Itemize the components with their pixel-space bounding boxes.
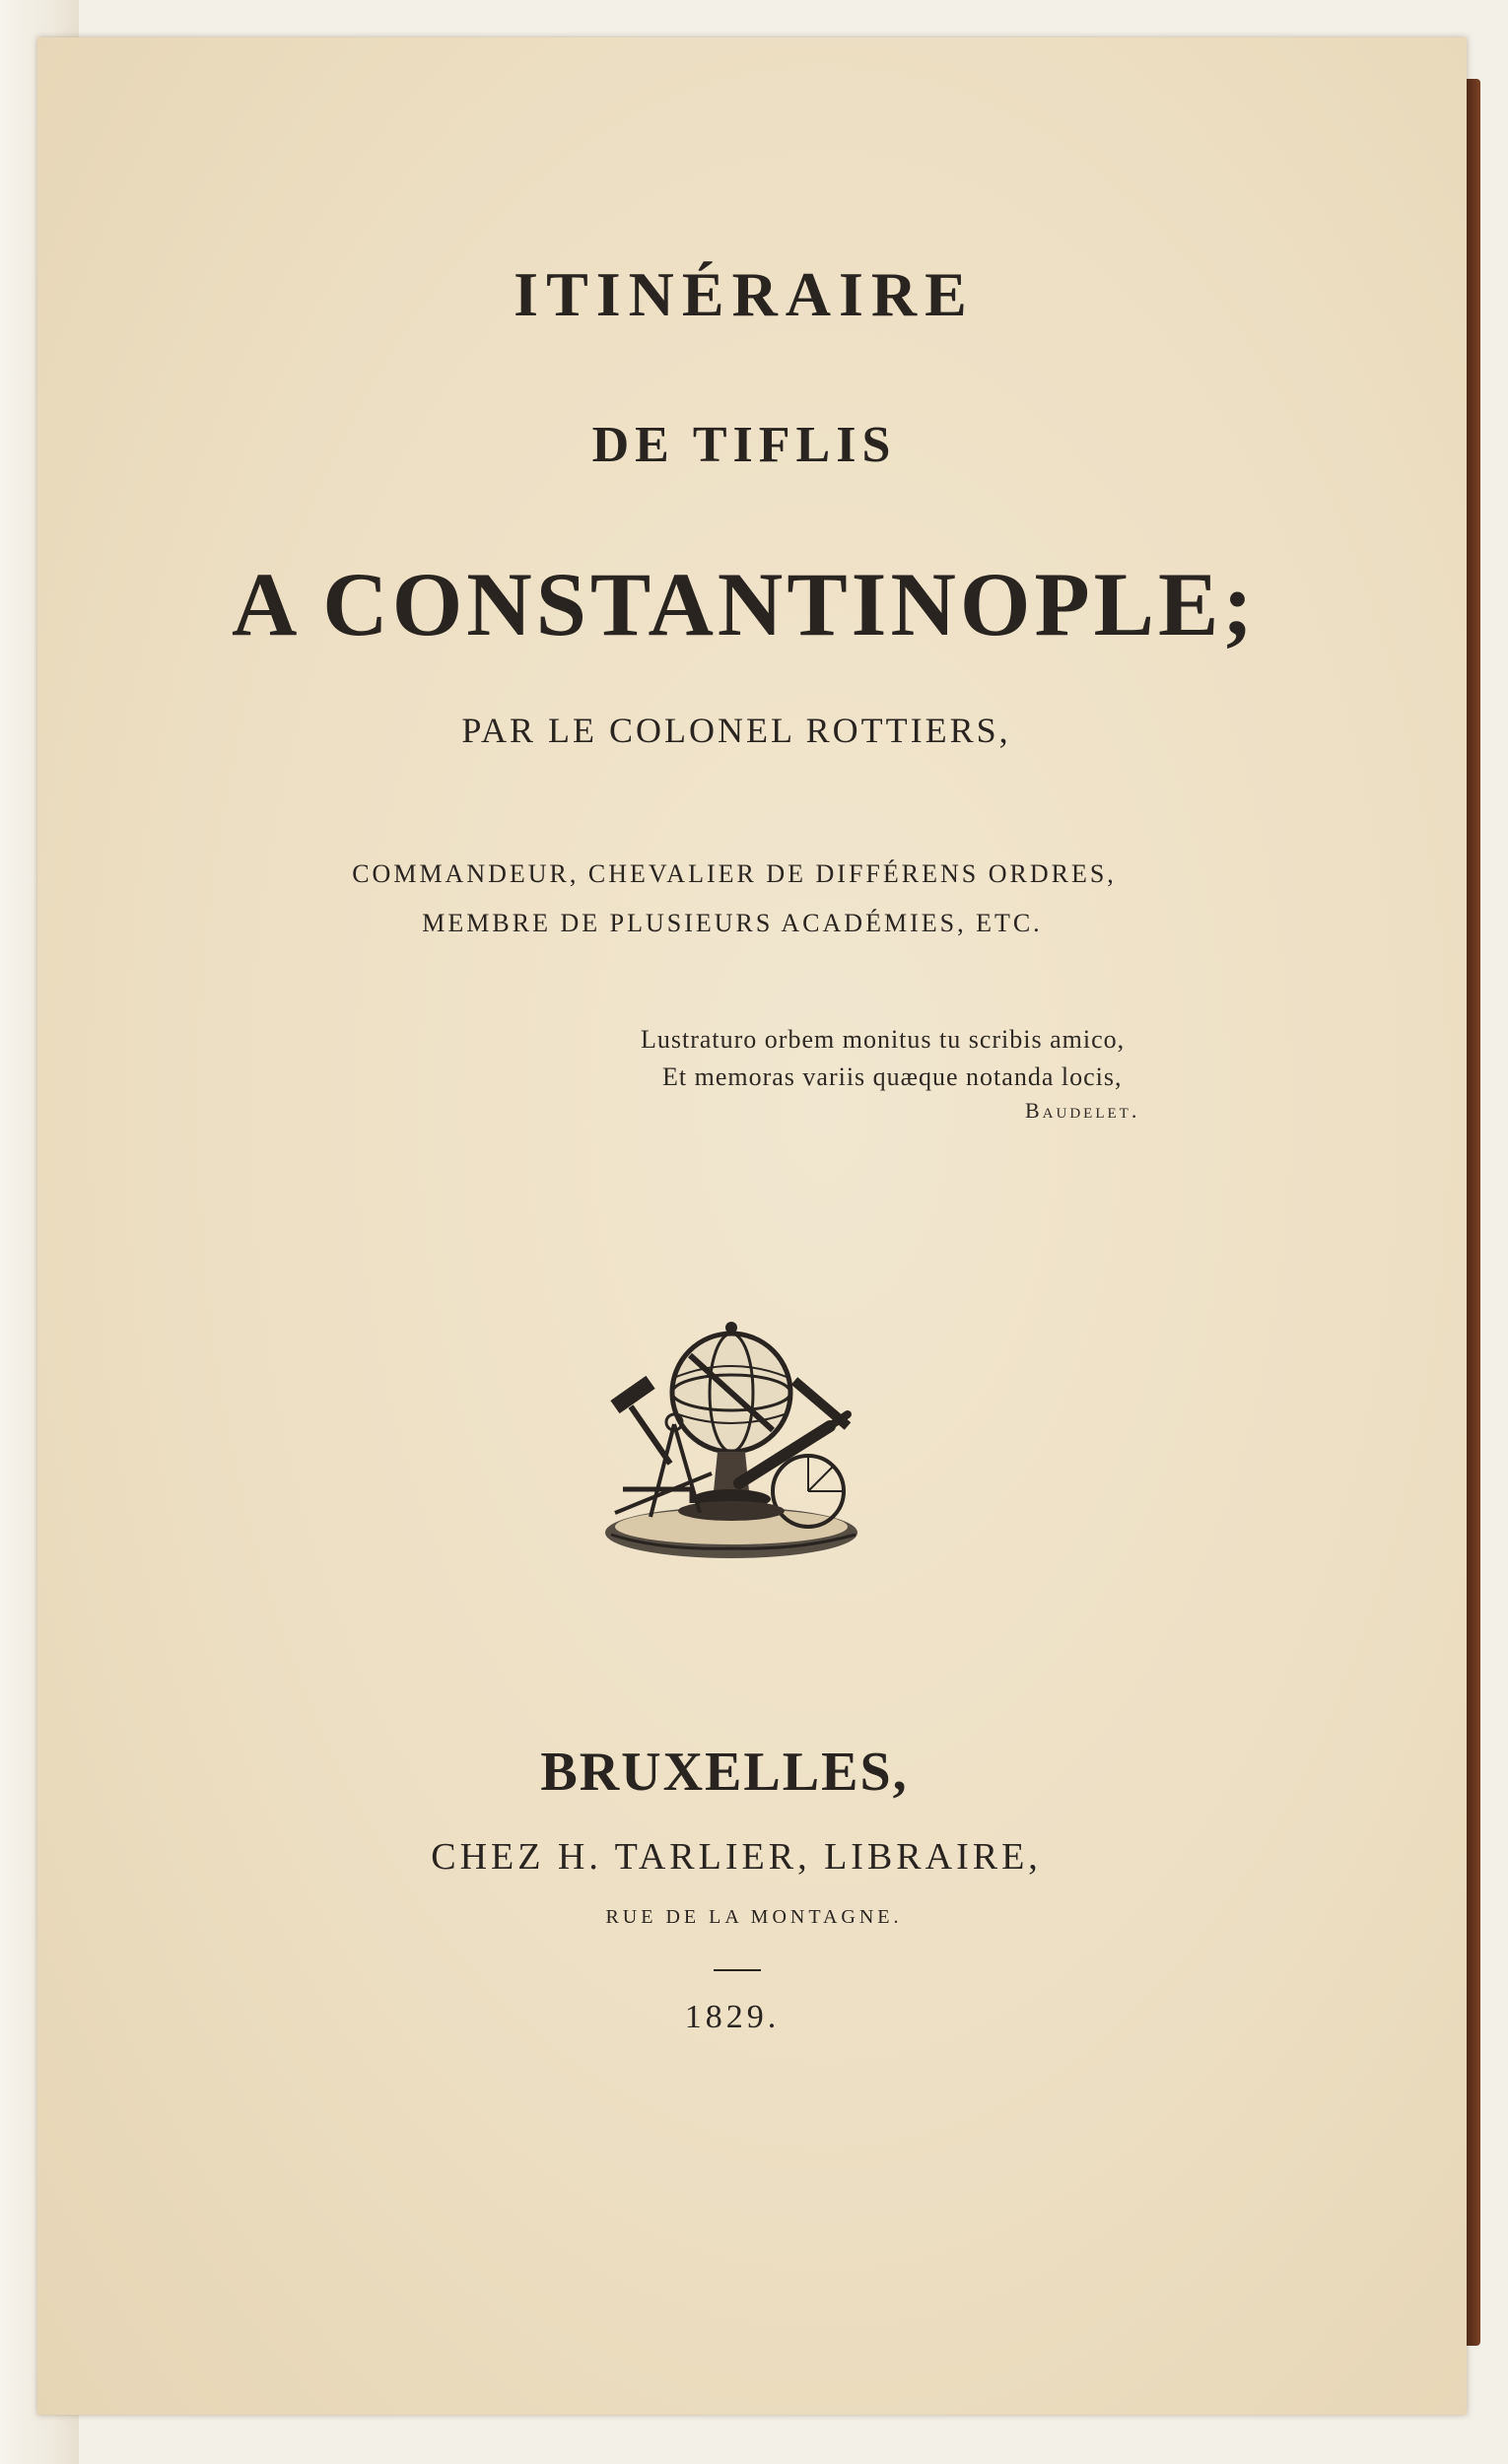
title-line-1: ITINÉRAIRE	[514, 259, 975, 329]
honors-line-2: MEMBRE DE PLUSIEURS ACADÉMIES, ETC.	[422, 909, 1043, 937]
imprint-year: 1829.	[684, 1999, 781, 2035]
epigraph-attribution: Baudelet.	[1025, 1098, 1140, 1123]
imprint-city: BRUXELLES,	[540, 1742, 909, 1803]
epigraph-line-1: Lustraturo orbem monitus tu scribis amico,	[641, 1025, 1126, 1054]
imprint-publisher: CHEZ H. TARLIER, LIBRAIRE,	[431, 1836, 1042, 1878]
title-page	[37, 37, 1467, 2415]
short-rule-divider	[714, 1969, 761, 1971]
title-line-3: A CONSTANTINOPLE;	[231, 554, 1258, 654]
author-line: PAR LE COLONEL ROTTIERS,	[461, 711, 1011, 750]
title-line-2: DE TIFLIS	[591, 417, 897, 473]
globe-and-instruments-engraving-icon	[601, 1316, 862, 1567]
imprint-street: RUE DE LA MONTAGNE.	[605, 1906, 903, 1928]
epigraph-line-2: Et memoras variis quæque notanda locis,	[662, 1062, 1123, 1091]
honors-line-1: COMMANDEUR, CHEVALIER DE DIFFÉRENS ORDRES,	[352, 859, 1117, 888]
